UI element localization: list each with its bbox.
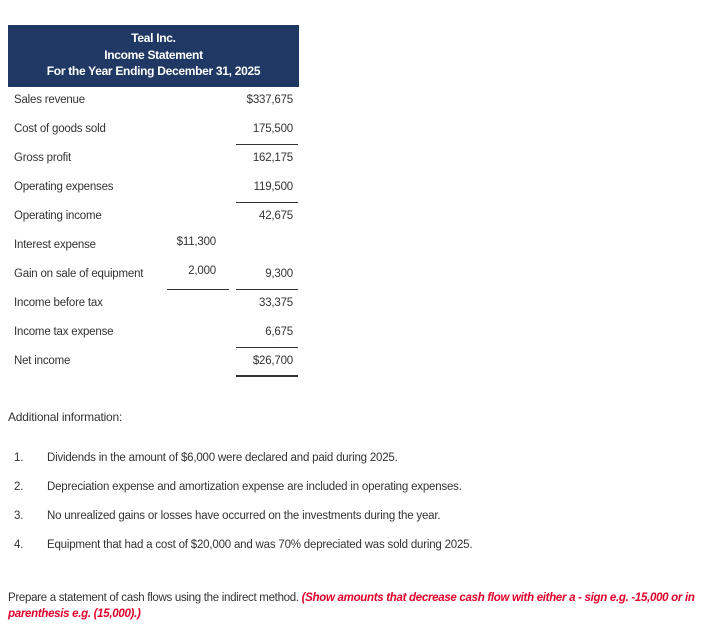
- list-item: [8, 448, 688, 477]
- item-number: 4.: [14, 539, 24, 551]
- row-label: Cost of goods sold: [14, 123, 106, 135]
- row-amount: 119,500: [253, 181, 293, 193]
- row-gross-profit: [8, 145, 299, 174]
- row-operating-income: [8, 203, 299, 232]
- row-amount: 175,500: [252, 123, 293, 135]
- row-income-tax-expense: [8, 319, 299, 348]
- instructions-note: (Show amounts that decrease cash flow with either a - sign e.g. -15,000 or in parenthesis e.g. (15,000).): [8, 592, 695, 620]
- row-label: Operating income: [14, 210, 102, 222]
- list-item: [8, 506, 688, 535]
- statement-period: For the Year Ending December 31, 2025: [46, 64, 261, 78]
- item-number: 1.: [14, 452, 24, 464]
- item-number: 3.: [14, 510, 24, 522]
- additional-info-heading: Additional information:: [8, 410, 123, 424]
- row-operating-expenses: [8, 174, 299, 203]
- underline-cost-of-goods-sold: [236, 144, 298, 145]
- row-subamount: 2,000: [188, 265, 216, 277]
- row-amount: 6,675: [265, 326, 293, 338]
- row-gain-on-sale: [8, 261, 299, 290]
- row-label: Sales revenue: [14, 94, 85, 106]
- row-amount: 162,175: [252, 152, 293, 164]
- row-cost-of-goods-sold: [8, 116, 299, 145]
- item-text: Equipment that had a cost of $20,000 and was 70% depreciated was sold during 2025.: [47, 539, 473, 551]
- row-label: Interest expense: [14, 239, 96, 251]
- row-label: Gross profit: [14, 152, 72, 164]
- row-label: Income tax expense: [14, 326, 114, 338]
- item-text: Dividends in the amount of $6,000 were declared and paid during 2025.: [47, 452, 398, 464]
- statement-title: Income Statement: [104, 47, 203, 62]
- item-text: Depreciation expense and amortization expense are included in operating expenses.: [47, 481, 462, 493]
- statement-header: [8, 25, 299, 87]
- item-number: 2.: [14, 481, 24, 493]
- row-net-income: [8, 348, 299, 377]
- row-label: Gain on sale of equipment: [14, 268, 144, 280]
- item-text: No unrealized gains or losses have occurred on the investments during the year.: [47, 510, 441, 522]
- company-name: Teal Inc.: [131, 31, 176, 45]
- row-income-before-tax: [8, 290, 299, 319]
- row-amount: $337,675: [246, 94, 293, 106]
- row-label: Income before tax: [14, 297, 103, 309]
- row-amount: 33,375: [259, 297, 293, 309]
- instructions-text: Prepare a statement of cash flows using the indirect method.: [8, 592, 302, 604]
- list-item: [8, 477, 688, 506]
- row-amount: $26,700: [252, 355, 293, 367]
- underline-operating-expenses: [236, 202, 298, 203]
- instructions: [8, 590, 698, 622]
- income-statement: [8, 25, 299, 387]
- row-amount: 42,675: [259, 210, 293, 222]
- row-label: Operating expenses: [14, 181, 114, 193]
- statement-rows: [8, 87, 299, 387]
- underline-gain-on-sale-subtotal: [167, 289, 229, 290]
- row-subamount: $11,300: [176, 236, 216, 248]
- row-interest-expense: [8, 232, 299, 261]
- row-amount: 9,300: [265, 268, 293, 280]
- underline-income-tax-expense: [236, 347, 298, 348]
- additional-info-list: [8, 448, 688, 564]
- row-label: Net income: [14, 355, 71, 367]
- underline-gain-on-sale: [236, 289, 298, 290]
- double-underline-net-income: [236, 375, 298, 377]
- list-item: [8, 535, 688, 564]
- row-sales-revenue: [8, 87, 299, 116]
